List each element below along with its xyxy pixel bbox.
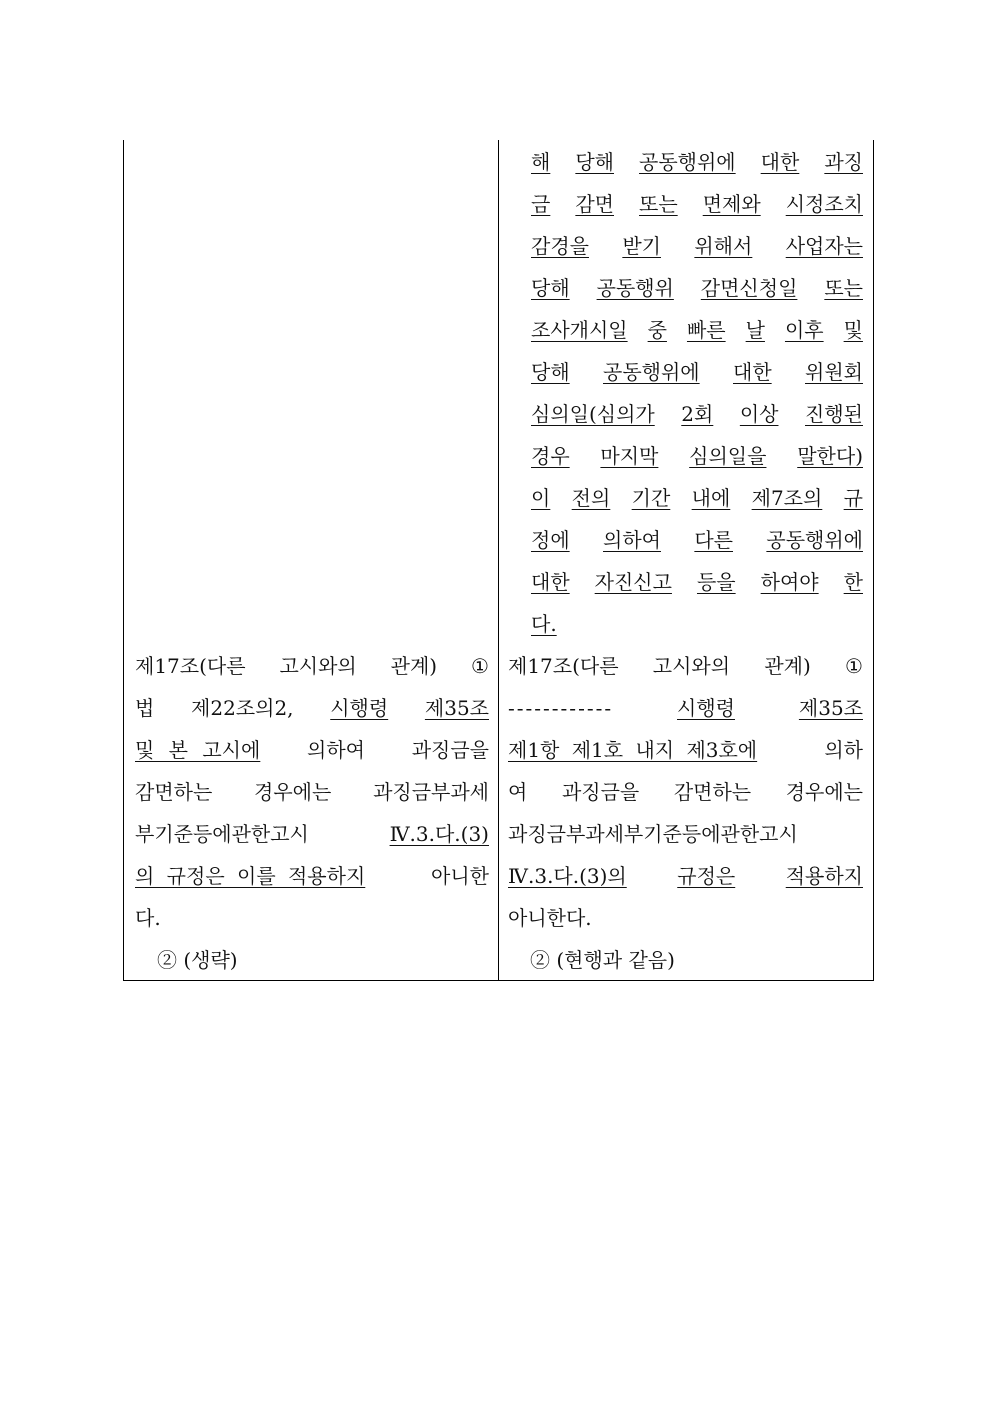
text-line: 대한 자진신고 등을 하여야 한 [531,570,863,594]
text-line: 제17조(다른 고시와의 관계) ① [135,654,489,678]
text-line: 감면하는 경우에는 과징금부과세 [135,780,489,804]
text-line: ② (현행과 같음) [530,948,675,972]
text-line: 부기준등에관한고시 Ⅳ.3.다.(3) [135,822,489,846]
text-line: 정에 의하여 다른 공동행위에 [531,528,863,552]
comparison-table [123,140,873,981]
text-line: 당해 공동행위 감면신청일 또는 [531,276,863,300]
text-line: 금 감면 또는 면제와 시정조치 [531,192,863,216]
text-line: 다. [531,612,557,636]
table-center-divider [498,140,499,981]
text-line: 이 전의 기간 내에 제7조의 규 [531,486,863,510]
text-line: 제1항 제1호 내지 제3호에 의하 [508,738,863,762]
text-line: 심의일(심의가 2회 이상 진행된 [531,402,863,426]
text-line: 감경을 받기 위해서 사업자는 [531,234,863,258]
text-line: 아니한다. [508,906,592,930]
text-line: 제17조(다른 고시와의 관계) ① [508,654,863,678]
text-line: 조사개시일 중 빠른 날 이후 및 [531,318,863,342]
text-line: 법 제22조의2, 시행령 제35조 [135,696,489,720]
text-line: ------------ 시행령 제35조 [508,696,863,720]
table-right-border [873,140,874,981]
text-line: 의 규정은 이를 적용하지 아니한 [135,864,489,888]
table-left-border [123,140,124,981]
table-bottom-border [123,980,874,981]
text-line: 당해 공동행위에 대한 위원회 [531,360,863,384]
text-line: 여 과징금을 감면하는 경우에는 [508,780,863,804]
text-line: 과징금부과세부기준등에관한고시 [508,822,798,846]
text-line: ② (생략) [157,948,238,972]
text-line: Ⅳ.3.다.(3)의 규정은 적용하지 [508,864,863,888]
text-line: 다. [135,906,161,930]
text-line: 경우 마지막 심의일을 말한다) [531,444,863,468]
text-line: 및 본 고시에 의하여 과징금을 [135,738,489,762]
text-line: 해 당해 공동행위에 대한 과징 [531,150,863,174]
